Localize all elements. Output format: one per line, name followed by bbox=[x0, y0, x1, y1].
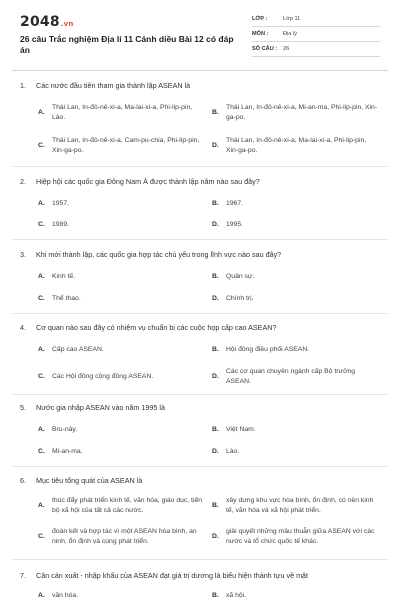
option-text: xã hội. bbox=[226, 592, 247, 599]
option-text: Lào. bbox=[226, 448, 240, 455]
option-letter: D. bbox=[212, 295, 219, 302]
question-prompt: Khi mới thành lập, các quốc gia hợp tác chủ yếu trong lĩnh vực nào sau đây? bbox=[36, 250, 282, 259]
option-text: văn hóa. bbox=[52, 592, 79, 599]
question-prompt: Căn cán xuất - nhập khẩu của ASEAN đạt giá trị dương là biểu hiện thành tựu về mặt bbox=[36, 571, 309, 580]
option-text: Các Hội đồng cộng đồng ASEAN. bbox=[52, 373, 154, 380]
option-text: Thái Lan, In-đô-nê-xi-a, Ma-lai-xi-a, Phi-lip-pin, Xin-ga-po. bbox=[226, 137, 367, 154]
question-divider bbox=[12, 166, 388, 167]
question-prompt: Các nước đầu tiên tham gia thành lập ASEAN là bbox=[36, 81, 191, 90]
question-number: 2. bbox=[20, 177, 26, 186]
option-text: 1957. bbox=[52, 200, 70, 207]
option-letter: D. bbox=[212, 373, 219, 380]
option-letter: B. bbox=[212, 426, 219, 433]
logo-suffix: .vn bbox=[60, 20, 74, 28]
question-text bbox=[20, 250, 380, 259]
option-letter: A. bbox=[38, 502, 45, 509]
option-text: thúc đẩy phát triển kinh tế, văn hóa, giáo dục, tiến bộ xã hội của tất cả các nước. bbox=[52, 497, 203, 514]
option-text: Kinh tế. bbox=[52, 273, 76, 280]
option-text: Bru-nây. bbox=[52, 426, 78, 433]
header-divider bbox=[12, 70, 388, 71]
question-divider bbox=[12, 559, 388, 560]
option-letter: B. bbox=[212, 346, 219, 353]
option-text: Mi-an-ma. bbox=[52, 448, 83, 455]
question-prompt: Cơ quan nào sau đây có nhiệm vụ chuẩn bị các cuộc họp cấp cao ASEAN? bbox=[36, 323, 277, 332]
question-divider bbox=[12, 394, 388, 395]
question-number: 3. bbox=[20, 250, 26, 259]
option-text: 1967. bbox=[226, 200, 244, 207]
option-letter: A. bbox=[38, 200, 45, 207]
question-number: 7. bbox=[20, 571, 26, 580]
question-prompt: Nước gia nhập ASEAN vào năm 1995 là bbox=[36, 403, 165, 412]
option-letter: C. bbox=[38, 533, 45, 540]
option-letter: A. bbox=[38, 109, 45, 116]
option-text: Thái Lan, In-đô-nê-xi-a, Cam-pu-chia, Phi-lip-pin, Xin-ga-po. bbox=[52, 137, 200, 154]
question-prompt: Mục tiêu tổng quát của ASEAN là bbox=[36, 476, 143, 485]
question-text bbox=[20, 571, 380, 580]
option-letter: A. bbox=[38, 346, 45, 353]
question-divider bbox=[12, 239, 388, 240]
option-letter: C. bbox=[38, 142, 45, 149]
option-letter: B. bbox=[212, 109, 219, 116]
option-text: Thái Lan, In-đô-nê-xi-a, Mi-an-ma, Phi-lip-pin, Xin-ga-po. bbox=[226, 104, 378, 121]
question-number: 4. bbox=[20, 323, 26, 332]
option-text: xây dựng khu vực hòa bình, ổn định, có nền kinh tế, văn hóa và xã hội phát triển. bbox=[226, 497, 374, 514]
option-text: Thể thao. bbox=[52, 295, 81, 302]
site-logo[interactable] bbox=[20, 14, 74, 30]
option-letter: D. bbox=[212, 142, 219, 149]
option-letter: D. bbox=[212, 448, 219, 455]
option-letter: C. bbox=[38, 448, 45, 455]
question-prompt: Hiệp hội các quốc gia Đông Nam Á được thành lập năm nào sau đây? bbox=[36, 177, 260, 186]
question-text bbox=[20, 323, 380, 332]
option-letter: C. bbox=[38, 373, 45, 380]
option-text: Quân sự. bbox=[226, 273, 255, 280]
question-number: 1. bbox=[20, 81, 26, 90]
option-text: Thái Lan, In-đô-nê-xi-a, Ma-lai-xi-a, Phi-lip-pin, Lào. bbox=[52, 104, 193, 121]
option-text: 1995. bbox=[226, 221, 244, 228]
logo-text: 2048 bbox=[20, 14, 60, 30]
question-text bbox=[20, 81, 380, 90]
option-letter: D. bbox=[212, 533, 219, 540]
question-text bbox=[20, 177, 380, 186]
meta-label: LỚP : bbox=[252, 16, 268, 22]
question-divider bbox=[12, 466, 388, 467]
option-letter: A. bbox=[38, 273, 45, 280]
question-divider bbox=[12, 313, 388, 314]
option-text: Chính trị. bbox=[226, 295, 254, 302]
option-text: 1989. bbox=[52, 221, 70, 228]
option-text: Hội đồng điều phối ASEAN. bbox=[226, 346, 310, 353]
option-letter: B. bbox=[212, 273, 219, 280]
option-text: đoàn kết và hợp tác vì một ASEAN hòa bình, an ninh, ổn định và cùng phát triển. bbox=[52, 528, 197, 545]
question-number: 6. bbox=[20, 476, 26, 485]
option-text: Cấp cao ASEAN. bbox=[52, 346, 104, 353]
question-number: 5. bbox=[20, 403, 26, 412]
meta-value: Địa lý bbox=[283, 31, 297, 37]
meta-row-subject bbox=[252, 28, 380, 42]
meta-label: SỐ CÂU : bbox=[252, 46, 278, 52]
option-letter: B. bbox=[212, 200, 219, 207]
option-letter: C. bbox=[38, 295, 45, 302]
meta-row-count bbox=[252, 43, 380, 57]
option-letter: D. bbox=[212, 221, 219, 228]
meta-label: MÔN : bbox=[252, 31, 269, 37]
option-letter: C. bbox=[38, 221, 45, 228]
question-text bbox=[20, 403, 380, 412]
option-text: giải quyết những mâu thuẫn giữa ASEAN với các nước và tổ chức quốc tế khác. bbox=[226, 528, 375, 545]
document-header bbox=[0, 0, 400, 66]
question-text bbox=[20, 476, 380, 485]
option-text: Các cơ quan chuyên ngành cấp Bộ trưởng ASEAN. bbox=[226, 368, 356, 385]
meta-value: 26 bbox=[283, 46, 290, 52]
meta-value: Lớp 11 bbox=[283, 16, 301, 22]
document-title: 26 câu Trắc nghiệm Địa lí 11 Cánh diều Bài 12 có đáp án bbox=[20, 34, 234, 55]
option-letter: B. bbox=[212, 502, 219, 509]
option-letter: A. bbox=[38, 592, 45, 599]
option-text: Việt Nam. bbox=[226, 426, 256, 433]
option-letter: B. bbox=[212, 592, 219, 599]
meta-row-class bbox=[252, 13, 380, 27]
meta-info bbox=[252, 13, 380, 58]
option-letter: A. bbox=[38, 426, 45, 433]
